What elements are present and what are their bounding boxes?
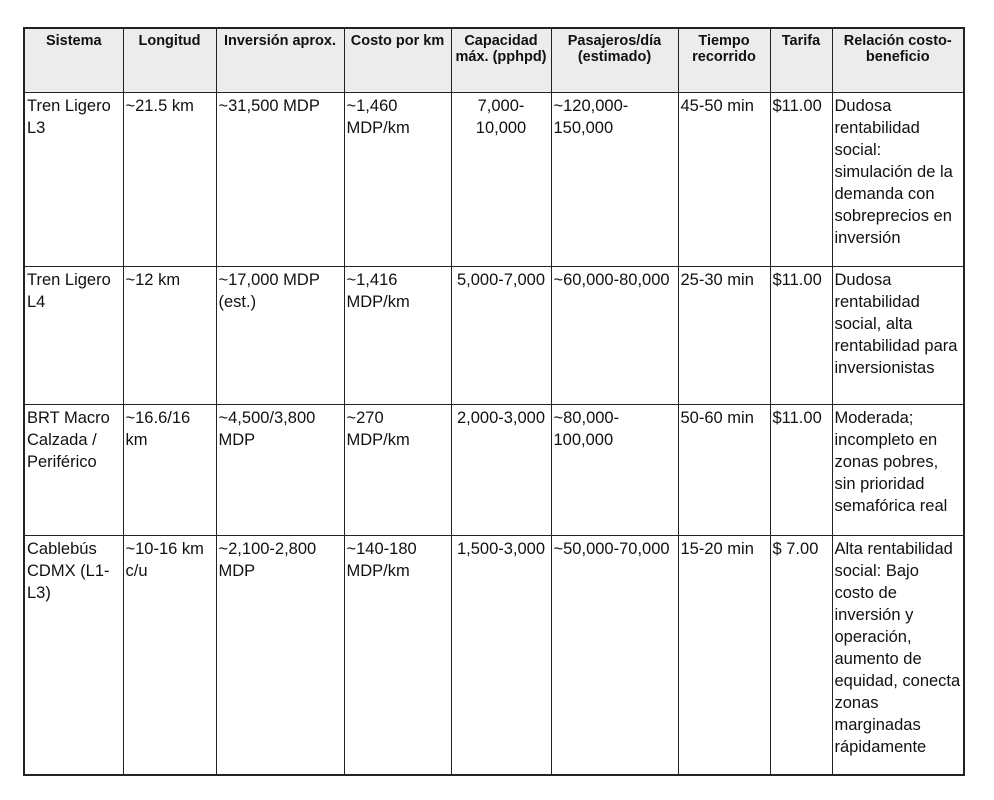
header-costo-km: Costo por km <box>344 28 451 92</box>
cell-relacion: Moderada; incompleto en zonas pobres, sin prioridad semafórica real <box>832 404 964 535</box>
header-sistema: Sistema <box>24 28 123 92</box>
cell-capacidad: 2,000-3,000 <box>451 404 551 535</box>
header-relacion: Relación costo-beneficio <box>832 28 964 92</box>
cell-tiempo: 45-50 min <box>678 92 770 266</box>
header-pasajeros: Pasajeros/día (estimado) <box>551 28 678 92</box>
header-tiempo: Tiempo recorrido <box>678 28 770 92</box>
cell-costo-km: ~140-180 MDP/km <box>344 535 451 775</box>
cell-capacidad: 5,000-7,000 <box>451 266 551 404</box>
cell-pasajeros: ~50,000-70,000 <box>551 535 678 775</box>
cell-relacion: Alta rentabilidad social: Bajo costo de inversión y operación, aumento de equidad, conecta zonas marginadas rápidamente <box>832 535 964 775</box>
header-tarifa: Tarifa <box>770 28 832 92</box>
cell-tiempo: 15-20 min <box>678 535 770 775</box>
cell-inversion: ~2,100-2,800 MDP <box>216 535 344 775</box>
cell-inversion: ~4,500/3,800 MDP <box>216 404 344 535</box>
cost-benefit-table <box>23 27 965 776</box>
cell-inversion: ~31,500 MDP <box>216 92 344 266</box>
cell-longitud: ~21.5 km <box>123 92 216 266</box>
cell-sistema: Tren Ligero L4 <box>24 266 123 404</box>
table-row <box>24 404 964 535</box>
header-longitud: Longitud <box>123 28 216 92</box>
cell-inversion: ~17,000 MDP (est.) <box>216 266 344 404</box>
table-row <box>24 92 964 266</box>
cell-capacidad: 1,500-3,000 <box>451 535 551 775</box>
cell-sistema: Cablebús CDMX (L1-L3) <box>24 535 123 775</box>
cell-longitud: ~16.6/16 km <box>123 404 216 535</box>
cell-costo-km: ~1,460 MDP/km <box>344 92 451 266</box>
table-row <box>24 535 964 775</box>
cell-costo-km: ~270 MDP/km <box>344 404 451 535</box>
cell-pasajeros: ~60,000-80,000 <box>551 266 678 404</box>
cell-costo-km: ~1,416 MDP/km <box>344 266 451 404</box>
cell-relacion: Dudosa rentabilidad social: simulación de la demanda con sobreprecios en inversión <box>832 92 964 266</box>
table-header-row <box>24 28 964 92</box>
cell-tarifa: $11.00 <box>770 404 832 535</box>
table-row <box>24 266 964 404</box>
cell-tiempo: 25-30 min <box>678 266 770 404</box>
cell-tiempo: 50-60 min <box>678 404 770 535</box>
cell-tarifa: $ 7.00 <box>770 535 832 775</box>
cell-relacion: Dudosa rentabilidad social, alta rentabilidad para inversionistas <box>832 266 964 404</box>
cell-pasajeros: ~120,000-150,000 <box>551 92 678 266</box>
cell-longitud: ~12 km <box>123 266 216 404</box>
cell-tarifa: $11.00 <box>770 266 832 404</box>
header-capacidad: Capacidad máx. (pphpd) <box>451 28 551 92</box>
header-inversion: Inversión aprox. <box>216 28 344 92</box>
cell-capacidad: 7,000-10,000 <box>451 92 551 266</box>
cell-sistema: BRT Macro Calzada / Periférico <box>24 404 123 535</box>
cell-pasajeros: ~80,000-100,000 <box>551 404 678 535</box>
cell-tarifa: $11.00 <box>770 92 832 266</box>
cell-sistema: Tren Ligero L3 <box>24 92 123 266</box>
cell-longitud: ~10-16 km c/u <box>123 535 216 775</box>
